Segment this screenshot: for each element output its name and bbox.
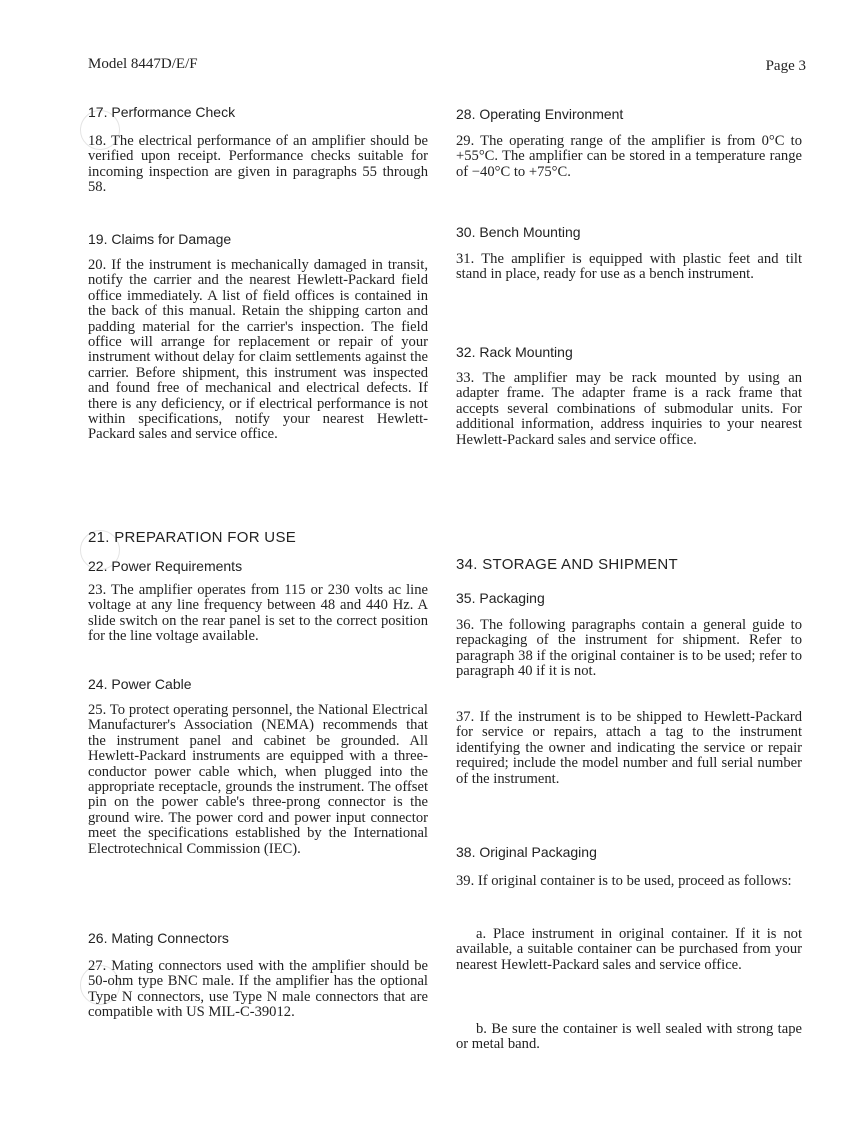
page-number: Page 3 [765, 58, 806, 74]
heading-28: 28. Operating Environment [456, 106, 624, 122]
heading-35: 35. Packaging [456, 590, 545, 606]
paragraph-27: 27. Mating connectors used with the amplifier should be 50-ohm type BNC male. If the amplifier has the optional Type N connectors, use Type N male connectors that are compatible with US MIL-C-39012. [88, 958, 428, 1021]
paragraph-31: 31. The amplifier is equipped with plastic feet and tilt stand in place, ready for use as a bench instrument. [456, 251, 802, 283]
header-model: Model 8447D/E/F [88, 56, 198, 72]
heading-38: 38. Original Packaging [456, 844, 597, 860]
paragraph-b: b. Be sure the container is well sealed with strong tape or metal band. [456, 1021, 802, 1053]
heading-32: 32. Rack Mounting [456, 344, 573, 360]
paragraph-36: 36. The following paragraphs contain a general guide to repackaging of the instrument for shipment. Refer to paragraph 38 if the original container is to be used; refer to paragraph 40 if it is not. [456, 617, 802, 680]
heading-30: 30. Bench Mounting [456, 224, 581, 240]
heading-26: 26. Mating Connectors [88, 930, 229, 946]
heading-24: 24. Power Cable [88, 676, 192, 692]
paragraph-20: 20. If the instrument is mechanically damaged in transit, notify the carrier and the nearest Hewlett-Packard field office immediately. A list of field offices is contained in the back of this manual. Retain the shipping carton and padding material for the carrier's inspection. The field office will arrange for replacement or repair of your instrument without delay for claim settlements against the carrier. Before shipment, this instrument was inspected and found free of mechanical and electrical defects. If there is any deficiency, or if electrical performance is not within specifications, notify your nearest Hewlett-Packard sales and service office. [88, 257, 428, 443]
heading-22: 22. Power Requirements [88, 558, 243, 574]
paragraph-29: 29. The operating range of the amplifier is from 0°C to +55°C. The amplifier can be stored in a temperature range of −40°C to +75°C. [456, 133, 802, 180]
heading-34: 34. STORAGE AND SHIPMENT [456, 556, 678, 573]
paragraph-23: 23. The amplifier operates from 115 or 230 volts ac line voltage at any line frequency between 48 and 440 Hz. A slide switch on the rear panel is set to the correct position for the line voltage available. [88, 582, 428, 645]
paragraph-18: 18. The electrical performance of an amplifier should be verified upon receipt. Performance checks suitable for incoming inspection are given in paragraphs 55 through 58. [88, 133, 428, 196]
paragraph-39: 39. If original container is to be used, proceed as follows: [456, 873, 792, 889]
paragraph-33: 33. The amplifier may be rack mounted by using an adapter frame. The adapter frame is a rack frame that accepts several combinations of submodular units. For additional information, address inquiries to your nearest Hewlett-Packard sales and service office. [456, 370, 802, 448]
paragraph-25: 25. To protect operating personnel, the National Electrical Manufacturer's Association (NEMA) recommends that the instrument panel and cabinet be grounded. All Hewlett-Packard instruments are equipped with a three-conductor power cable which, when plugged into the appropriate receptacle, grounds the instrument. The offset pin on the power cable's three-prong connector is the ground wire. The power cord and power input connector meet the specifications established by the International Electrotechnical Commission (IEC). [88, 702, 428, 857]
heading-21: 21. PREPARATION FOR USE [88, 529, 297, 546]
paragraph-a: a. Place instrument in original container. If it is not available, a suitable container can be purchased from your nearest Hewlett-Packard sales and service office. [456, 926, 802, 973]
heading-17: 17. Performance Check [88, 104, 236, 120]
heading-19: 19. Claims for Damage [88, 231, 232, 247]
paragraph-37: 37. If the instrument is to be shipped to Hewlett-Packard for service or repairs, attach a tag to the instrument identifying the owner and indicating the service or repair required; include the model number and full serial number of the instrument. [456, 709, 802, 787]
